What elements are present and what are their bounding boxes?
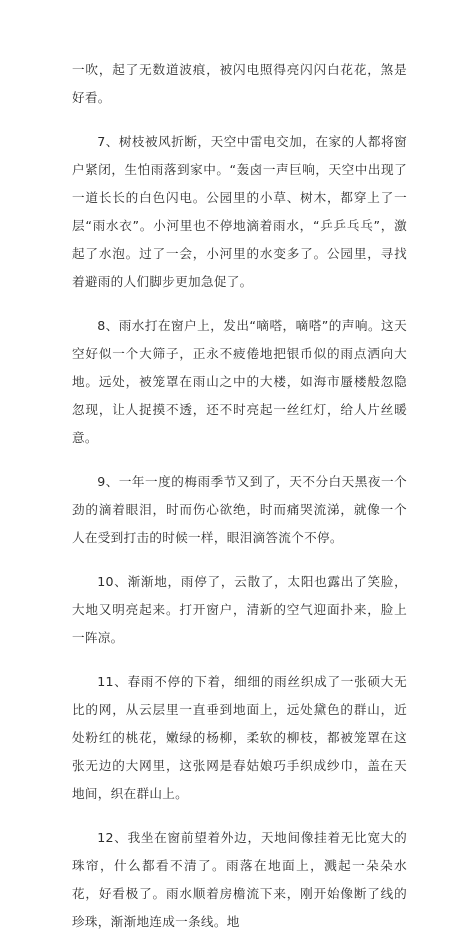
paragraph-continuation: 一吹，起了无数道波痕，被闪电照得亮闪闪白花花，煞是好看。 bbox=[72, 62, 407, 105]
paragraph-11: 11、春雨不停的下着，细细的雨丝织成了一张硕大无比的网，从云层里一直垂到地面上，远处黛色的群山，近处粉红的桃花，嫩绿的杨柳，柔软的柳枝，都被笼罩在这张无边的大网里，这张网是春姑娘巧手织成纱巾，盖在天地间，织在群山上。 bbox=[72, 674, 407, 801]
paragraph-7: 7、树枝被风折断，天空中雷电交加，在家的人都将窗户紧闭，生怕雨落到家中。“轰卤一声巨响，天空中出现了一道长长的白色闪电。公园里的小草、树木，都穿上了一层“雨水衣”。小河里也不停地滴着雨水，“乒乒乓乓”，激起了水泡。过了一会，小河里的水变多了。公园里，寻找着避雨的人们脚步更加急促了。 bbox=[72, 134, 407, 289]
paragraph-9: 9、一年一度的梅雨季节又到了，天不分白天黑夜一个劲的滴着眼泪，时而伤心欲绝，时而痛哭流涕，就像一个人在受到打击的时候一样，眼泪滴答流个不停。 bbox=[72, 474, 407, 545]
paragraph-8: 8、雨水打在窗户上，发出“嘀嗒，嘀嗒”的声响。这天空好似一个大筛子，正永不疲倦地把银币似的雨点洒向大地。远处，被笼罩在雨山之中的大楼，如海市蜃楼般忽隐忽现，让人捉摸不透，还不时亮起一丝红灯，给人片丝暖意。 bbox=[72, 318, 407, 445]
paragraph-10: 10、渐渐地，雨停了，云散了，太阳也露出了笑脸，大地又明亮起来。打开窗户，清新的空气迎面扑来，脸上一阵凉。 bbox=[72, 574, 407, 645]
paragraph-12: 12、我坐在窗前望着外边，天地间像挂着无比宽大的珠帘，什么都看不清了。雨落在地面上，溅起一朵朵水花，好看极了。雨水顺着房檐流下来，刚开始像断了线的珍珠，渐渐地连成一条线。地 bbox=[72, 830, 407, 929]
